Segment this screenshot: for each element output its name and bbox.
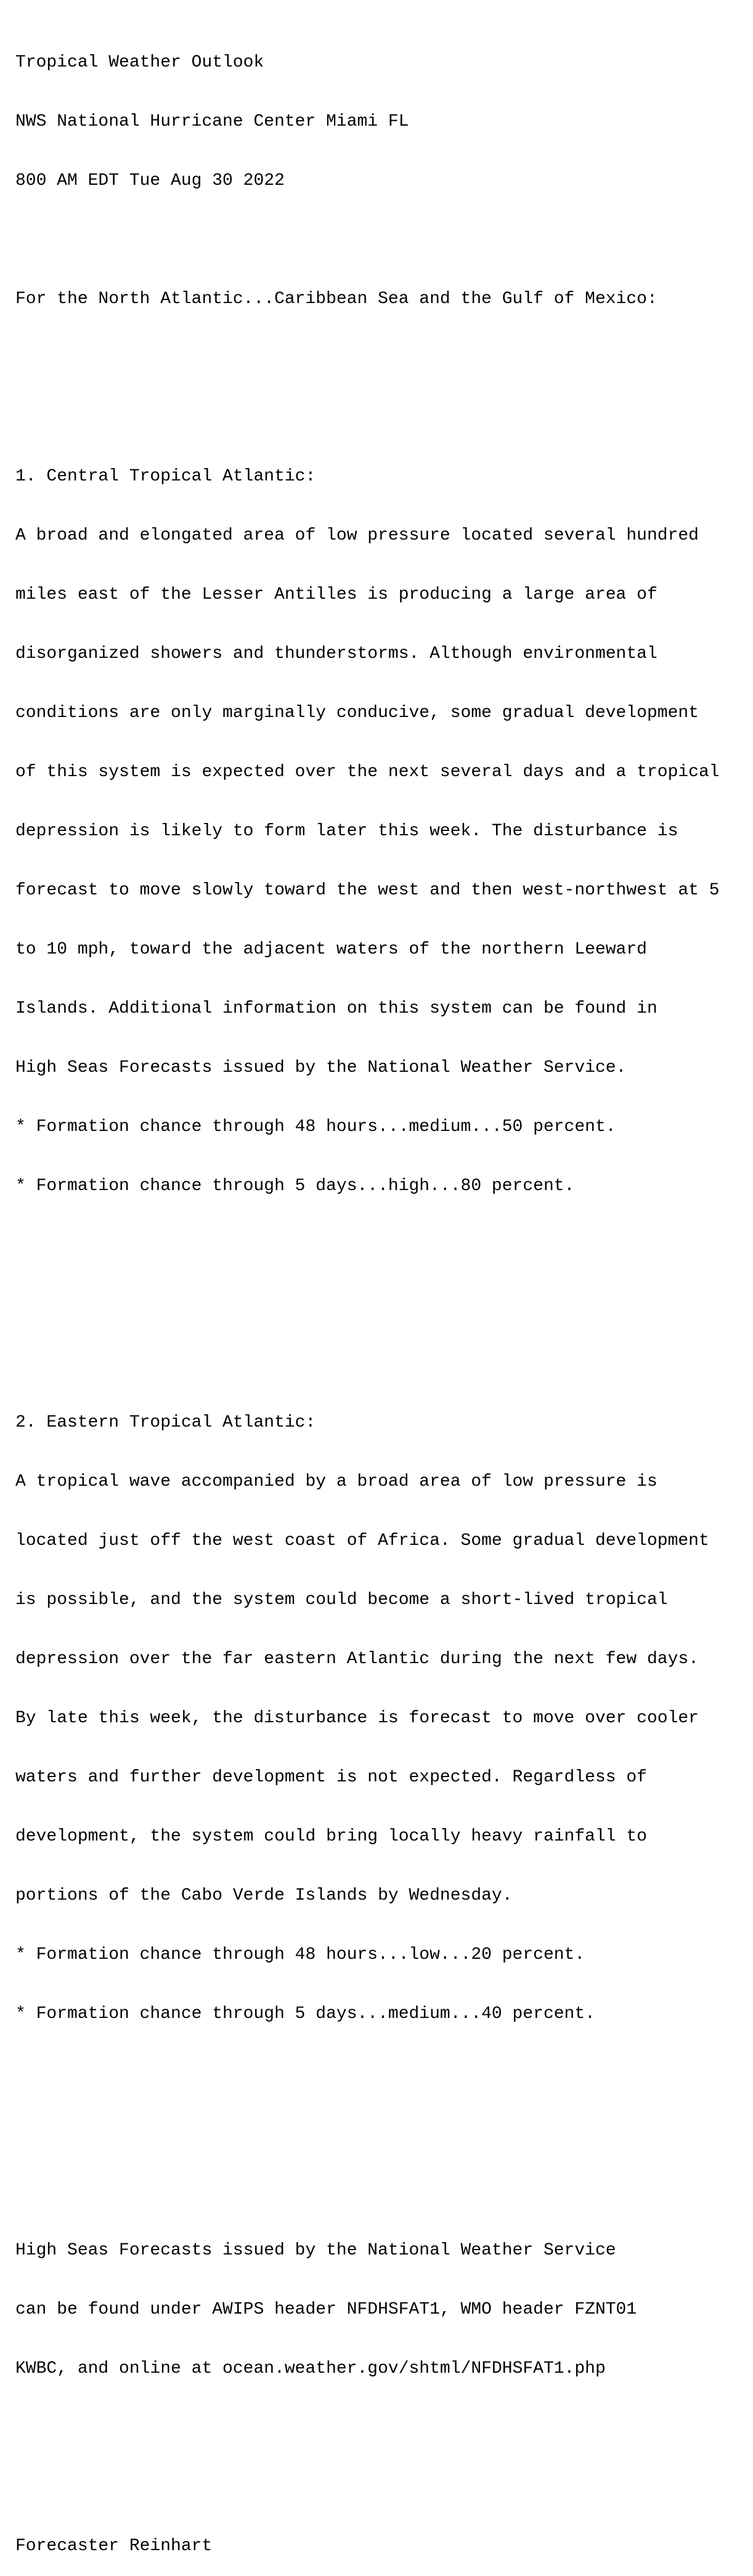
system-1-text-line: depression is likely to form later this week. The disturbance is (15, 822, 678, 841)
system-1-text-line: disorganized showers and thunderstorms. Although environmental (15, 644, 657, 663)
forecaster-signature: Forecaster Reinhart (15, 2537, 213, 2556)
system-1-text-line: forecast to move slowly toward the west and then west-northwest at 5 (15, 881, 720, 900)
system-1-title: 1. Central Tropical Atlantic: (15, 467, 316, 486)
system-2-chance-5d: * Formation chance through 5 days...medium...40 percent. (15, 2004, 595, 2023)
issue-time: 800 AM EDT Tue Aug 30 2022 (15, 171, 285, 190)
system-2-text-line: located just off the west coast of Africa. Some gradual development (15, 1531, 709, 1550)
system-2-text-line: By late this week, the disturbance is forecast to move over cooler (15, 1709, 699, 1728)
system-2-text-line: waters and further development is not expected. Regardless of (15, 1768, 647, 1787)
region-intro: For the North Atlantic...Caribbean Sea and the Gulf of Mexico: (15, 290, 657, 309)
high-seas-line: KWBC, and online at ocean.weather.gov/shtml/NFDHSFAT1.php (15, 2359, 606, 2378)
system-1-text-line: miles east of the Lesser Antilles is producing a large area of (15, 585, 657, 604)
system-1-text-line: to 10 mph, toward the adjacent waters of the northern Leeward (15, 940, 647, 959)
outlook-document (15, 14, 720, 2576)
system-1-section (15, 427, 720, 1236)
system-1-text-line: conditions are only marginally conducive, some gradual development (15, 703, 699, 723)
blank-line (15, 2477, 720, 2497)
system-1-text-line: Islands. Additional information on this system can be found in (15, 999, 657, 1018)
blank-line (15, 230, 720, 250)
blank-line (15, 2123, 720, 2142)
high-seas-line: can be found under AWIPS header NFDHSFAT1, WMO header FZNT01 (15, 2300, 637, 2319)
system-2-text-line: is possible, and the system could become a short-lived tropical (15, 1590, 668, 1610)
system-1-chance-5d: * Formation chance through 5 days...high...80 percent. (15, 1177, 575, 1196)
high-seas-section (15, 2201, 720, 2418)
blank-line (15, 349, 720, 368)
system-2-text-line: A tropical wave accompanied by a broad area of low pressure is (15, 1472, 657, 1491)
product-title: Tropical Weather Outlook (15, 53, 264, 72)
system-2-section (15, 1374, 720, 2064)
high-seas-line: High Seas Forecasts issued by the National Weather Service (15, 2241, 616, 2260)
system-2-text-line: depression over the far eastern Atlantic during the next few days. (15, 1650, 699, 1669)
system-2-title: 2. Eastern Tropical Atlantic: (15, 1413, 316, 1432)
system-1-text-line: A broad and elongated area of low pressure located several hundred (15, 526, 699, 545)
system-1-text-line: of this system is expected over the next several days and a tropical (15, 763, 720, 782)
system-1-text-line: High Seas Forecasts issued by the National Weather Service. (15, 1058, 627, 1077)
system-2-text-line: development, the system could bring locally heavy rainfall to (15, 1827, 647, 1846)
system-2-text-line: portions of the Cabo Verde Islands by Wednesday. (15, 1886, 513, 1905)
blank-line (15, 1295, 720, 1314)
system-2-chance-48h: * Formation chance through 48 hours...low...20 percent. (15, 1945, 585, 1964)
issuing-office: NWS National Hurricane Center Miami FL (15, 112, 409, 131)
system-1-chance-48h: * Formation chance through 48 hours...medium...50 percent. (15, 1117, 616, 1136)
